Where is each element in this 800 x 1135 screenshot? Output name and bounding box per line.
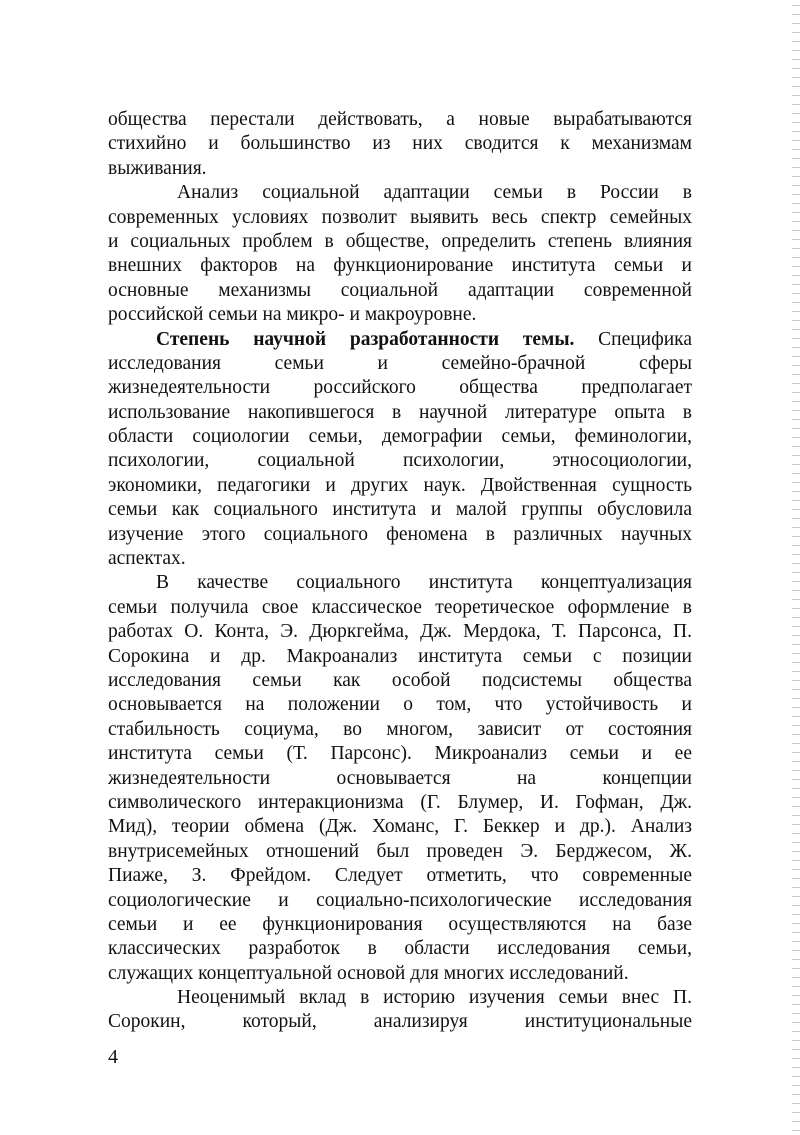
text-line: стихийно и большинство из них сводится к механизмам xyxy=(108,133,692,155)
text-line: современных условиях позволит выявить весь спектр семейных xyxy=(108,206,692,228)
text-line: жизнедеятельности основывается на концепции xyxy=(108,767,692,789)
text-line: российской семьи на микро- и макроуровне. xyxy=(108,304,477,326)
text-line: социологические и социально-психологические исследования xyxy=(108,889,692,911)
text-line: использование накопившегося в научной литературе опыта в xyxy=(108,401,692,423)
text-line: экономики, педагогики и других наук. Двойственная сущность xyxy=(108,474,692,496)
text-line: психологии, социальной психологии, этносоциологии, xyxy=(108,450,692,472)
text-line: семьи как социального института и малой группы обусловила xyxy=(108,499,692,521)
text-line: Мид), теории обмена (Дж. Хоманс, Г. Беккер и др.). Анализ xyxy=(108,816,692,838)
text-line: Неоценимый вклад в историю изучения семьи внес П. xyxy=(177,987,692,1009)
section-heading: Степень научной разработанности темы. xyxy=(156,328,575,350)
text-line: области социологии семьи, демографии семьи, феминологии, xyxy=(108,426,692,448)
text-fragment: Специфика xyxy=(598,328,693,350)
text-line: В качестве социального института концептуализация xyxy=(156,572,692,594)
text-line: внешних факторов на функционирование института семьи и xyxy=(108,255,692,277)
text-line: исследования семьи как особой подсистемы общества xyxy=(108,669,692,691)
text-line: и социальных проблем в обществе, определить степень влияния xyxy=(108,230,692,252)
text-line: Пиаже, З. Фрейдом. Следует отметить, что современные xyxy=(108,865,692,887)
text-line: исследования семьи и семейно-брачной сферы xyxy=(108,352,692,374)
text-line: основывается на положении о том, что устойчивость и xyxy=(108,694,692,716)
text-line: основные механизмы социальной адаптации современной xyxy=(108,279,692,301)
text-line: Анализ социальной адаптации семьи в России в xyxy=(177,182,692,204)
text-line: стабильность социума, во многом, зависит от состояния xyxy=(108,718,692,740)
text-line: семьи и ее функционирования осуществляются на базе xyxy=(108,913,692,935)
text-line: аспектах. xyxy=(108,548,186,570)
text-line: Сорокин, который, анализируя институциональные xyxy=(108,1011,692,1033)
text-line: семьи получила свое классическое теоретическое оформление в xyxy=(108,596,692,618)
text-line: выживания. xyxy=(108,157,207,179)
text-line: Сорокина и др. Макроанализ института семьи с позиции xyxy=(108,645,692,667)
text-line: служащих концептуальной основой для многих исследований. xyxy=(108,962,629,984)
text-line: общества перестали действовать, а новые вырабатываются xyxy=(108,109,692,130)
text-line: классических разработок в области исследования семьи, xyxy=(108,938,692,960)
text-line: изучение этого социального феномена в различных научных xyxy=(108,523,692,545)
scan-edge xyxy=(792,0,800,1135)
section-line xyxy=(108,328,692,352)
text-line: работах О. Конта, Э. Дюркгейма, Дж. Мердока, Т. Парсонса, П. xyxy=(108,621,692,643)
text-line: символического интеракционизма (Г. Блумер, И. Гофман, Дж. xyxy=(108,791,692,813)
page-number: 4 xyxy=(108,1046,118,1068)
text-line: внутрисемейных отношений был проведен Э. Берджесом, Ж. xyxy=(108,840,692,862)
text-line: института семьи (Т. Парсонс). Микроанализ семьи и ее xyxy=(108,743,692,765)
body-text xyxy=(108,108,692,1035)
text-line: жизнедеятельности российского общества предполагает xyxy=(108,377,692,399)
